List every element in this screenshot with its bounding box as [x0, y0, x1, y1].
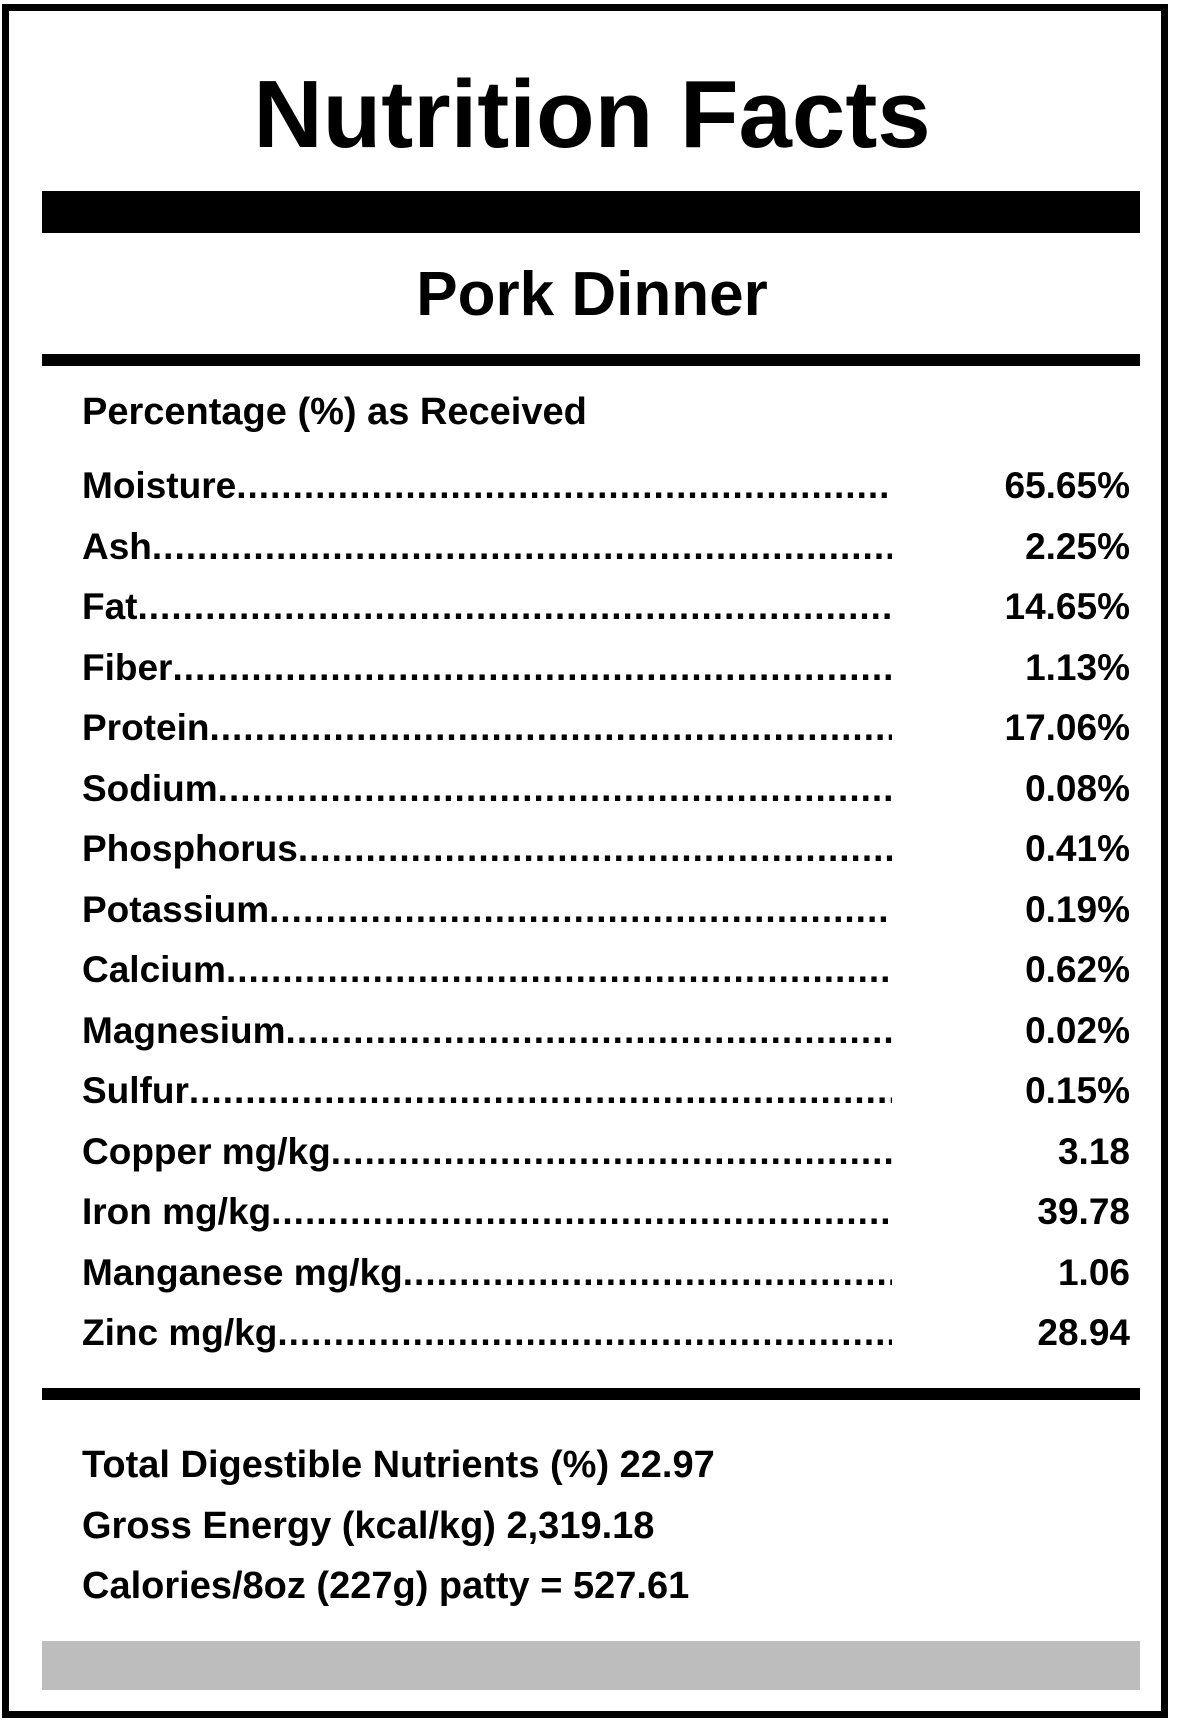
nutrient-name: Phosphorus ..... [82, 821, 892, 877]
nutrient-row [82, 942, 1130, 1003]
nutrient-value: 0.08% [1025, 767, 1130, 809]
nutrient-name: Copper mg/kg ..... [82, 1124, 892, 1180]
nutrient-row [82, 1305, 1130, 1366]
gross-energy: Gross Energy (kcal/kg) 2,319.18 [82, 1504, 655, 1547]
nutrient-name: Sodium ..... [82, 761, 892, 817]
nutrient-name: Zinc mg/kg ..... [82, 1305, 892, 1361]
nutrient-row [82, 1184, 1130, 1245]
nutrient-value: 39.78 [1037, 1191, 1130, 1232]
nutrient-row [82, 700, 1130, 761]
nutrient-name: Moisture ..... [82, 458, 892, 514]
section-divider-top [42, 354, 1140, 366]
nutrient-value: 0.41% [1025, 828, 1130, 869]
nutrient-value: 0.19% [1025, 888, 1130, 930]
nutrient-row [82, 1063, 1130, 1124]
section-divider-bottom [42, 1388, 1140, 1400]
nutrient-row [82, 761, 1130, 822]
nutrient-row [82, 640, 1130, 701]
nutrient-row [82, 519, 1130, 580]
nutrient-name: Fiber ..... [82, 640, 892, 696]
nutrient-row [82, 1003, 1130, 1064]
nutrient-name: Magnesium ..... [82, 1003, 892, 1059]
nutrient-row [82, 1245, 1130, 1306]
section-label: Percentage (%) as Received [82, 391, 587, 433]
nutrient-value: 14.65% [1004, 586, 1130, 627]
nutrient-row [82, 882, 1130, 943]
nutrient-name: Protein ..... [82, 700, 892, 756]
nutrient-value: 3.18 [1057, 1130, 1130, 1172]
nutrient-value: 28.94 [1037, 1312, 1130, 1353]
nutrient-name: Iron mg/kg ..... [82, 1184, 892, 1240]
nutrient-row [82, 1124, 1130, 1185]
nutrient-name: Sulfur ..... [82, 1063, 892, 1119]
total-digestible-nutrients: Total Digestible Nutrients (%) 22.97 [82, 1444, 715, 1486]
product-name: Pork Dinner [416, 260, 768, 329]
label-title: Nutrition Facts [253, 61, 931, 168]
nutrient-name: Potassium ..... [82, 882, 892, 938]
energy-summary [82, 1435, 715, 1617]
nutrient-value: 0.02% [1025, 1009, 1130, 1051]
nutrient-value: 2.25% [1025, 525, 1130, 567]
nutrient-name: Ash ..... [82, 519, 892, 575]
footer-bar [42, 1641, 1140, 1690]
nutrient-list [82, 458, 1130, 1366]
nutrient-name: Manganese mg/kg ..... [82, 1245, 892, 1301]
nutrient-value: 0.15% [1025, 1070, 1130, 1111]
nutrient-row [82, 458, 1130, 519]
nutrient-row [82, 579, 1130, 640]
nutrient-value: 1.06 [1057, 1251, 1130, 1293]
nutrient-value: 17.06% [1004, 707, 1130, 748]
thick-divider [42, 191, 1140, 233]
nutrient-name: Calcium ..... [82, 942, 892, 998]
nutrient-name: Fat ..... [82, 579, 892, 635]
nutrient-value: 65.65% [1004, 465, 1130, 506]
calories-per-patty: Calories/8oz (227g) patty = 527.61 [82, 1565, 690, 1607]
nutrient-value: 0.62% [1025, 949, 1130, 990]
nutrient-value: 1.13% [1025, 646, 1130, 688]
nutrient-row [82, 821, 1130, 882]
